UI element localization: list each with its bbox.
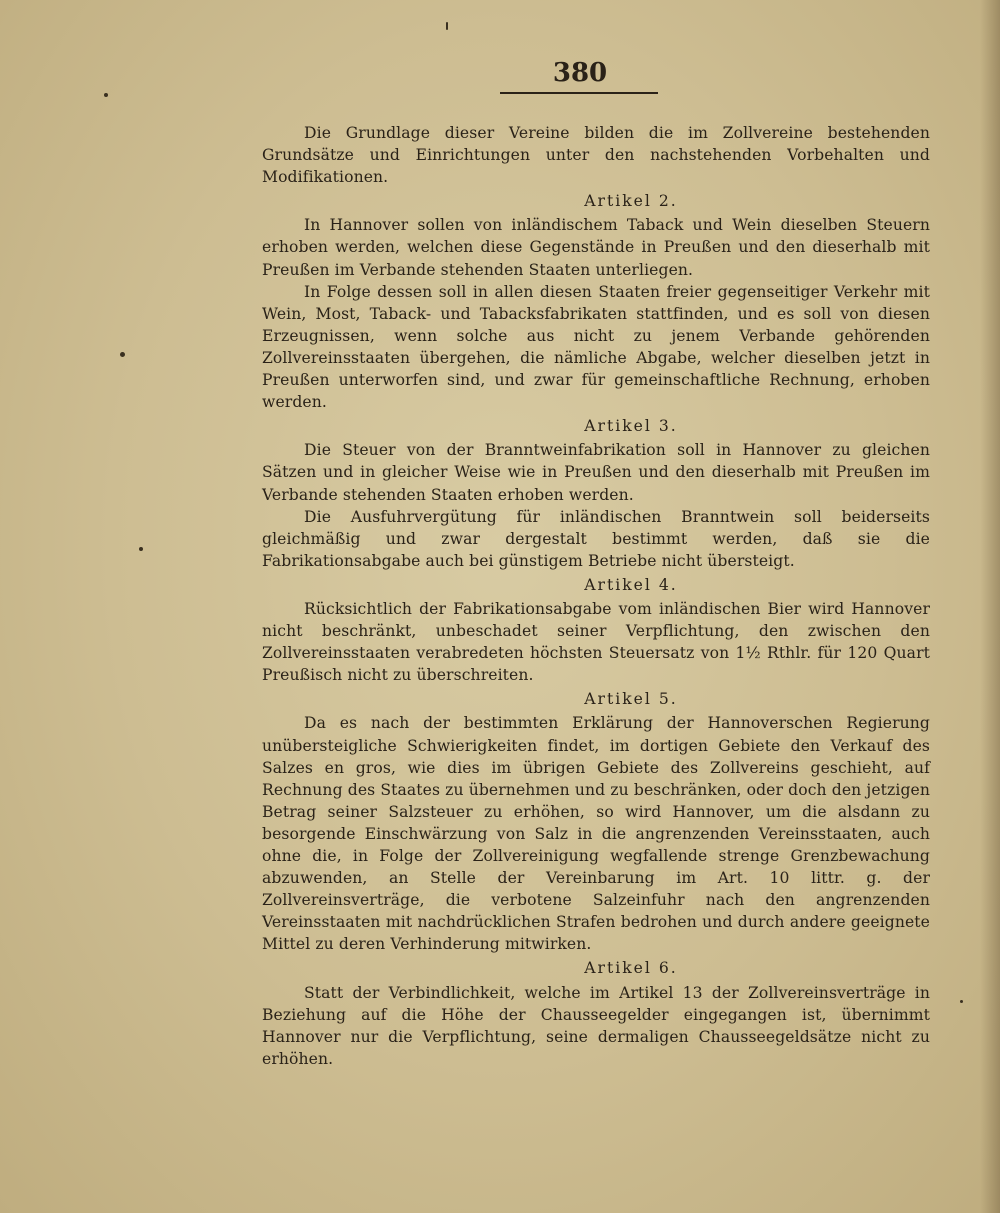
paper-speck xyxy=(960,1000,963,1003)
article-5-paragraph-1: Da es nach der bestimmten Erklärung der Hannoverschen Regierung unübersteigliche Schwierigkeiten findet, im dortigen Gebiete den Verkauf des Salzes en gros, wie dies im übrigen Gebiete des Zollvereins geschieht, auf Rechnung des Staates zu übernehmen und zu beschränken, oder doch den jetzigen Betrag seiner Salzsteuer zu erhöhen, so wird Hannover, um die alsdann zu besorgende Einschwärzung von Salz in die angrenzenden Vereinsstaaten, auch ohne die, in Folge der Zollvereinigung wegfallende strenge Grenzbewachung abzuwenden, an Stelle der Vereinbarung im Art. 10 littr. g. der Zollvereinsverträge, die verbotene Salzeinfuhr nach den angrenzenden Vereinsstaaten mit nachdrücklichen Strafen bedrohen und durch andere geeignete Mittel zu deren Verhinderung mitwirken. xyxy=(262,714,930,954)
article-5-heading: Artikel 5. xyxy=(584,690,678,709)
article-3-paragraph-2: Die Ausfuhrvergütung für inländischen Branntwein soll beiderseits gleichmäßig und zwar dergestalt bestimmt werden, daß sie die Fabrikationsabgabe auch bei günstigem Betriebe nicht übersteigt. xyxy=(262,507,930,570)
page-number: 380 xyxy=(552,58,608,88)
body-text xyxy=(262,122,930,1070)
paper-speck xyxy=(120,352,125,357)
article-4-heading: Artikel 4. xyxy=(584,575,678,594)
article-6-paragraph-1: Statt der Verbindlichkeit, welche im Artikel 13 der Zollvereinsverträge in Beziehung auf die Höhe der Chausseegelder eingegangen ist, übernimmt Hannover nur die Verpflichtung, seine dermaligen Chausseegeldsätze nicht zu erhöhen. xyxy=(262,983,930,1068)
article-6-heading: Artikel 6. xyxy=(584,959,678,978)
article-2-heading: Artikel 2. xyxy=(584,192,678,211)
article-3-paragraph-1: Die Steuer von der Branntweinfabrikation soll in Hannover zu gleichen Sätzen und in gleicher Weise wie in Preußen und den dieserhalb mit Preußen im Verbande stehenden Staaten erhoben werden. xyxy=(262,441,930,504)
article-2-paragraph-1: In Hannover sollen von inländischem Taback und Wein dieselben Steuern erhoben werden, welchen diese Gegenstände in Preußen und den dieserhalb mit Preußen im Verbande stehenden Staaten unterliegen. xyxy=(262,216,930,279)
article-4-paragraph-1: Rücksichtlich der Fabrikationsabgabe vom inländischen Bier wird Hannover nicht beschränkt, unbeschadet seiner Verpflichtung, den zwischen den Zollvereinsstaaten verabredeten höchsten Steuersatz von 1½ Rthlr. für 120 Quart Preußisch nicht zu überschreiten. xyxy=(262,599,930,685)
paper-speck xyxy=(446,22,448,30)
paper-speck xyxy=(139,547,143,551)
page-number-rule xyxy=(500,92,658,94)
article-3-heading: Artikel 3. xyxy=(584,417,678,436)
paragraph-intro: Die Grundlage dieser Vereine bilden die im Zollvereine bestehenden Grundsätze und Einrichtungen unter den nachstehenden Vorbehalten und Modifikationen. xyxy=(262,124,930,187)
article-2-paragraph-2: In Folge dessen soll in allen diesen Staaten freier gegenseitiger Verkehr mit Wein, Most, Taback- und Tabacksfabrikaten stattfinden, und es soll von diesen Erzeugnissen, wenn solche aus nicht zu jenem Verbande gehörenden Zollvereinsstaaten übergehen, die nämliche Abgabe, welcher dieselben jetzt in Preußen unterworfen sind, und zwar für gemeinschaftliche Rechnung, erhoben werden. xyxy=(262,282,930,412)
paper-speck xyxy=(104,93,108,97)
page-edge-shadow xyxy=(980,0,1000,1213)
